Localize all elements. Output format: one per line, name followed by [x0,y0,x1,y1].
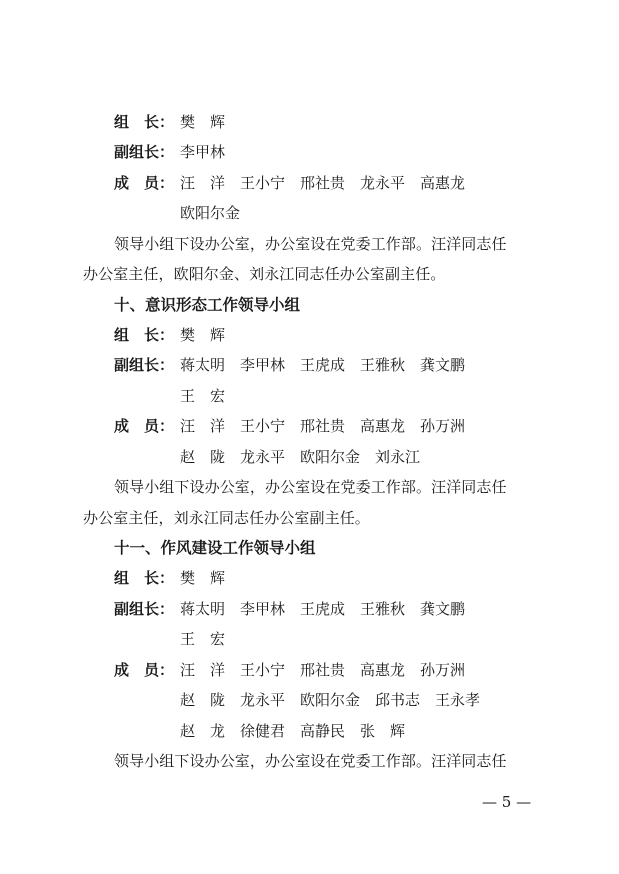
section11-members-line2: 赵 陇 龙永平 欧阳尔金 邱书志 王永孝 [180,691,481,709]
section10-deputy-line2: 王 宏 [180,387,226,405]
section10-para-line1: 领导小组下设办公室，办公室设在党委工作部。汪洋同志任 [114,478,507,496]
section10-heading: 十、意识形态工作领导小组 [114,296,301,314]
section9-members-line1: 汪 洋 王小宁 邢社贵 龙永平 高惠龙 [180,174,466,192]
section10-para-line2: 办公室主任，刘永江同志任办公室副主任。 [83,509,370,527]
section11-members-line3: 赵 龙 徐健君 高静民 张 辉 [180,722,406,740]
section10-members-line1: 汪 洋 王小宁 邢社贵 高惠龙 孙万洲 [180,417,466,435]
section11-para-line1: 领导小组下设办公室，办公室设在党委工作部。汪洋同志任 [114,752,507,770]
section10-members-label: 成 员： [114,417,175,435]
section10-leader-names: 樊 辉 [180,326,226,344]
section10-deputy-label: 副组长： [114,356,175,374]
section11-deputy-line1: 蒋太明 李甲林 王虎成 王雅秋 龚文鹏 [180,600,466,618]
section9-deputy-label: 副组长： [114,143,175,161]
section10-members-line2: 赵 陇 龙永平 欧阳尔金 刘永江 [180,448,421,466]
section9-leader-names: 樊 辉 [180,113,226,131]
section9-deputy-names: 李甲林 [180,143,226,161]
section9-members-line2: 欧阳尔金 [180,204,241,222]
section11-members-label: 成 员： [114,661,175,679]
section9-leader-label: 组 长： [114,113,175,131]
page-number: — 5 — [482,793,532,811]
section11-deputy-line2: 王 宏 [180,630,226,648]
section11-members-line1: 汪 洋 王小宁 邢社贵 高惠龙 孙万洲 [180,661,466,679]
section10-leader-label: 组 长： [114,326,175,344]
section9-para-line2: 办公室主任，欧阳尔金、刘永江同志任办公室副主任。 [83,265,446,283]
section10-deputy-line1: 蒋太明 李甲林 王虎成 王雅秋 龚文鹏 [180,356,466,374]
section9-para-line1: 领导小组下设办公室，办公室设在党委工作部。汪洋同志任 [114,235,507,253]
section11-leader-label: 组 长： [114,569,175,587]
section11-heading: 十一、作风建设工作领导小组 [114,539,316,557]
section11-deputy-label: 副组长： [114,600,175,618]
section9-members-label: 成 员： [114,174,175,192]
section11-leader-names: 樊 辉 [180,569,226,587]
